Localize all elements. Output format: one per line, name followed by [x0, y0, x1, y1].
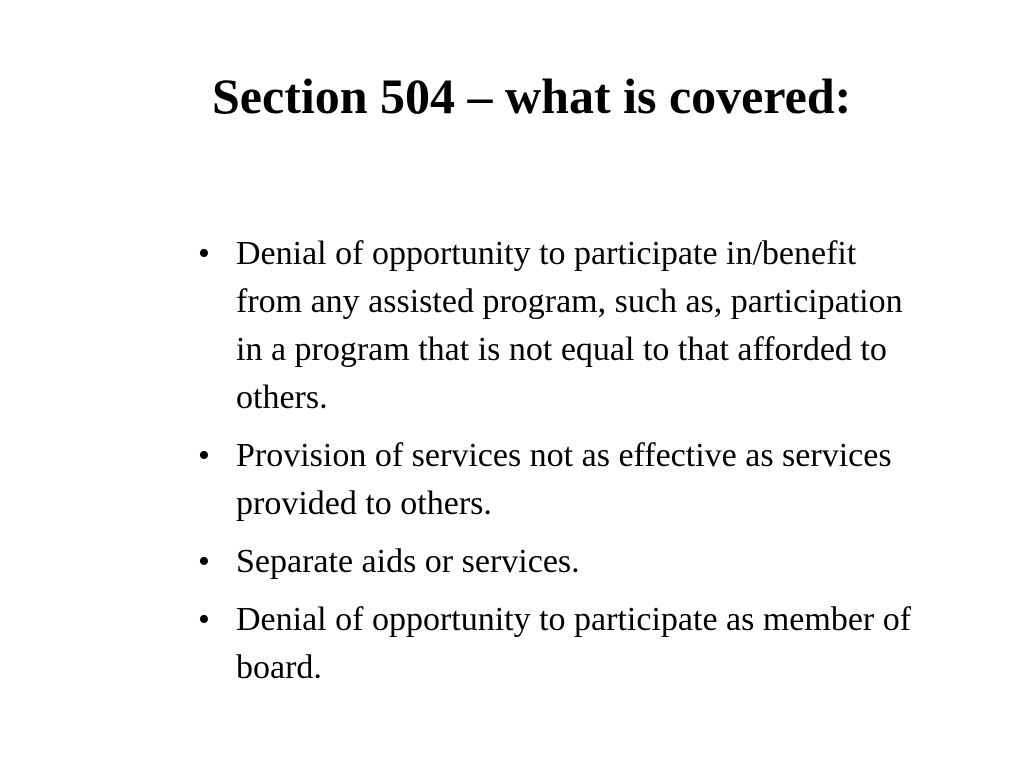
- bullet-text: Provision of services not as effective as services provided to others.: [236, 437, 892, 522]
- bullet-text: Separate aids or services.: [236, 543, 580, 580]
- slide-title: Section 504 – what is covered:: [212, 68, 852, 124]
- bullet-text: Denial of opportunity to participate as member of board.: [236, 601, 912, 686]
- bullet-item: [196, 538, 926, 586]
- bullet-marker: •: [198, 543, 210, 580]
- bullet-item: [196, 596, 926, 692]
- bullet-marker: •: [198, 235, 210, 272]
- bullet-marker: •: [198, 437, 210, 474]
- bullet-item: [196, 230, 926, 422]
- bullet-item: [196, 432, 926, 528]
- bullet-marker: •: [198, 601, 210, 638]
- bullet-text: Denial of opportunity to participate in/benefit from any assisted program, such as, participation in a program that is not equal to that afforded to others.: [236, 235, 903, 416]
- bullet-list: [196, 230, 926, 702]
